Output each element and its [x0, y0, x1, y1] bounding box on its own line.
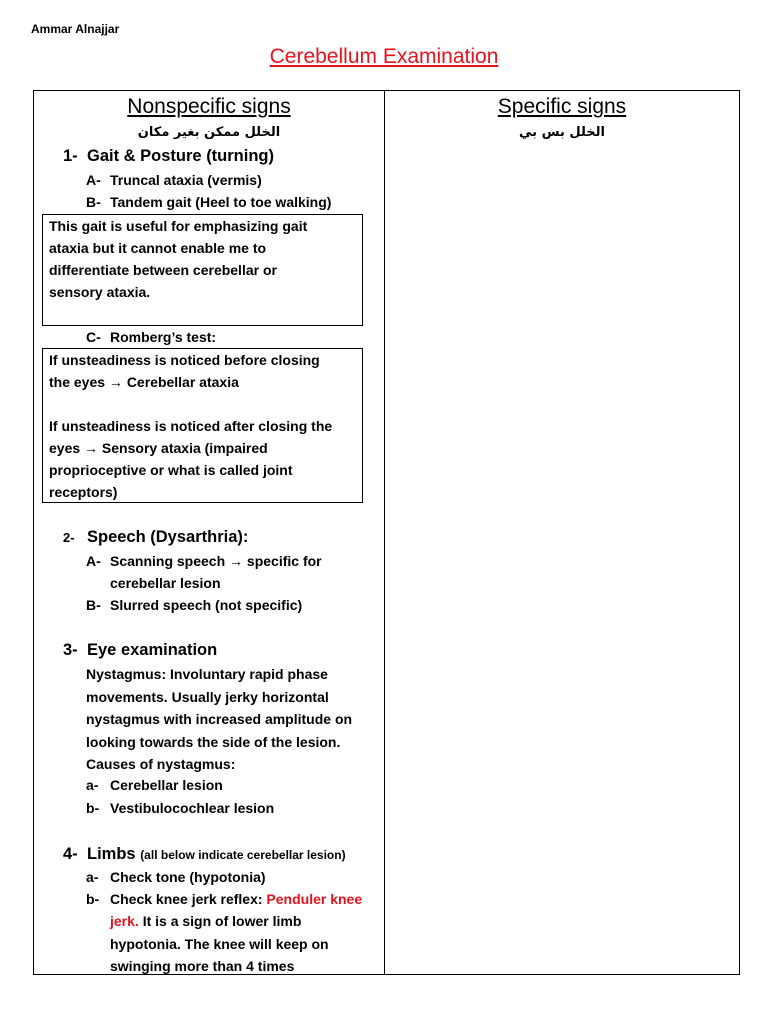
section-gait-heading — [63, 147, 274, 166]
paragraph-line: Nystagmus: Involuntary rapid phase — [86, 666, 328, 682]
list-item-vestibulocochlear-lesion — [86, 797, 274, 819]
specific-arabic-note: الخلل بس بي — [519, 125, 605, 140]
item-text: It is a sign of lower limb — [142, 913, 302, 929]
section-number: 3- — [63, 641, 78, 659]
note-line: This gait is useful for emphasizing gait — [49, 218, 308, 234]
column-divider — [384, 91, 385, 974]
nonspecific-heading: Nonspecific signs — [127, 95, 291, 118]
nonspecific-arabic-note: الخلل ممكن بغير مكان — [137, 125, 281, 140]
section-title: Limbs — [87, 845, 136, 863]
section-speech-heading — [63, 528, 248, 547]
item-label: A- — [86, 553, 101, 569]
list-item-romberg-test — [86, 326, 216, 348]
paragraph-line: looking towards the side of the lesion. — [86, 733, 341, 750]
section-title: Eye examination — [87, 641, 218, 659]
item-text: Vestibulocochlear lesion — [110, 800, 275, 816]
note-line: receptors) — [49, 484, 118, 500]
item-label: a- — [86, 869, 99, 885]
item-text: Romberg’s test: — [110, 329, 217, 345]
note-line: eyes → Sensory ataxia (impaired — [49, 440, 268, 456]
list-item-tandem-gait — [86, 191, 331, 213]
item-text: Tandem gait (Heel to toe walking) — [110, 194, 332, 210]
list-item-continuation — [110, 910, 301, 932]
item-text: Cerebellar lesion — [110, 777, 223, 793]
section-number: 4- — [63, 845, 78, 863]
author-name: Ammar Alnajjar — [31, 22, 120, 36]
item-text: Truncal ataxia (vermis) — [110, 172, 262, 188]
specific-heading: Specific signs — [497, 95, 627, 118]
item-text: Check tone (hypotonia) — [110, 869, 266, 885]
list-item-continuation: hypotonia. The knee will keep on — [110, 936, 329, 952]
item-text: Slurred speech (not specific) — [110, 597, 303, 613]
highlight-text: Penduler knee — [266, 891, 363, 907]
item-label: b- — [86, 800, 100, 816]
item-label: B- — [86, 597, 101, 613]
paragraph-line: nystagmus with increased amplitude on — [86, 711, 353, 728]
list-item-truncal-ataxia — [86, 169, 262, 191]
section-note: (all below indicate cerebellar lesion) — [140, 848, 346, 862]
list-item-continuation: cerebellar lesion — [110, 575, 221, 591]
item-label: a- — [86, 777, 99, 793]
nystagmus-paragraph — [86, 663, 352, 776]
note-box-romberg — [42, 348, 363, 503]
list-item-slurred-speech — [86, 594, 302, 616]
note-line: ataxia but it cannot enable me to — [49, 240, 267, 256]
note-line: If unsteadiness is noticed after closing the — [49, 418, 333, 434]
signs-table — [33, 90, 740, 975]
section-eye-heading — [63, 641, 217, 660]
section-number: 2- — [63, 530, 75, 545]
list-item-knee-jerk — [86, 888, 362, 910]
section-limbs-heading — [63, 845, 346, 864]
note-box-tandem-gait — [42, 214, 363, 326]
note-line: sensory ataxia. — [49, 284, 151, 300]
section-title: Speech (Dysarthria): — [87, 528, 249, 546]
item-text: Check knee jerk reflex: — [110, 891, 263, 907]
note-line: differentiate between cerebellar or — [49, 262, 277, 278]
section-title: Gait & Posture (turning) — [87, 147, 274, 165]
list-item-check-tone — [86, 866, 266, 888]
section-number: 1- — [63, 147, 78, 165]
note-line: proprioceptive or what is called joint — [49, 462, 293, 478]
list-item-continuation: swinging more than 4 times — [110, 958, 295, 974]
note-line: If unsteadiness is noticed before closing — [49, 352, 320, 368]
paragraph-line: Causes of nystagmus: — [86, 756, 236, 773]
list-item-cerebellar-lesion — [86, 774, 223, 796]
item-label: B- — [86, 194, 101, 210]
item-text: Scanning speech → specific for — [110, 553, 322, 569]
list-item-scanning-speech — [86, 550, 322, 572]
note-line: the eyes → Cerebellar ataxia — [49, 374, 239, 390]
item-label: b- — [86, 891, 100, 907]
highlight-text: jerk. — [110, 913, 139, 929]
paragraph-line: movements. Usually jerky horizontal — [86, 688, 329, 705]
page-title: Cerebellum Examination — [269, 45, 499, 68]
item-label: A- — [86, 172, 101, 188]
item-label: C- — [86, 329, 101, 345]
